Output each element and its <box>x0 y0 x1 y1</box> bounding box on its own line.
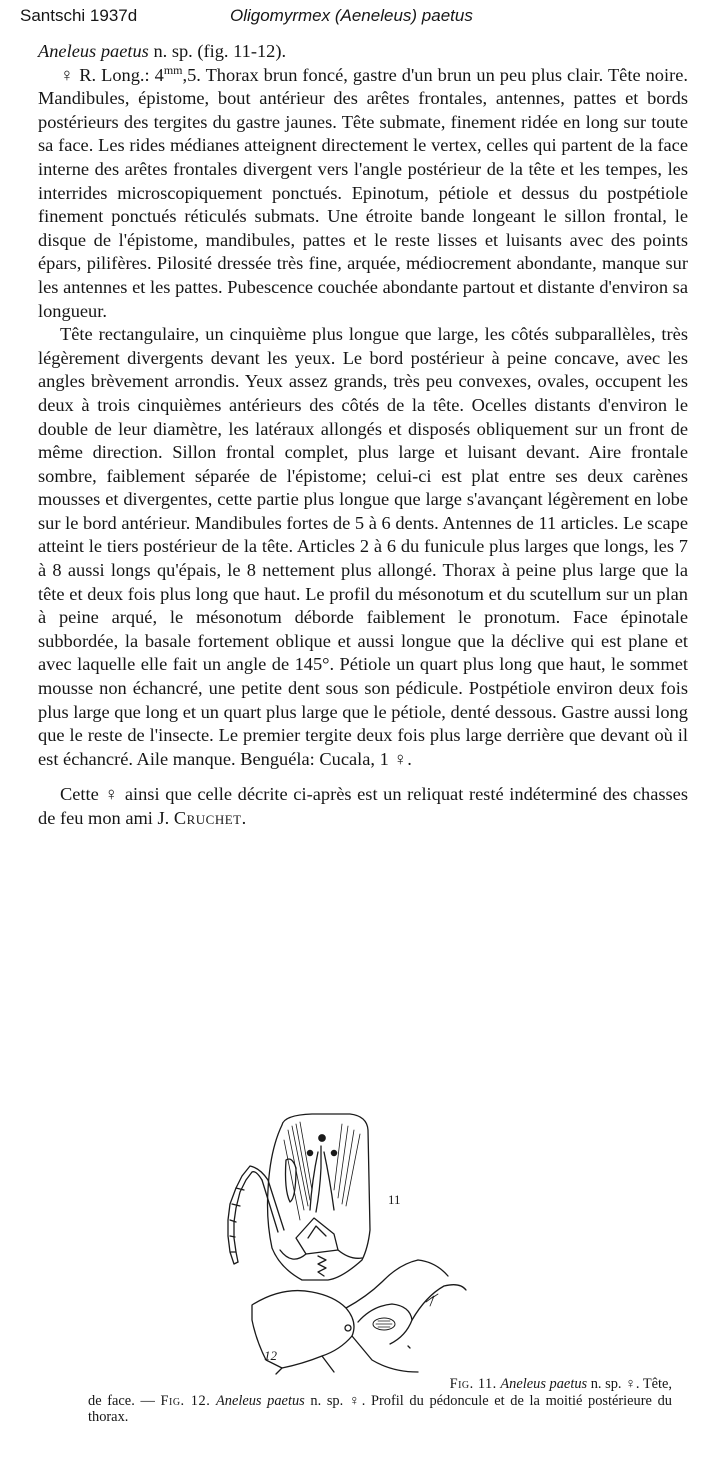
spiracle-fill <box>376 1321 392 1327</box>
postpetiole <box>412 1285 466 1320</box>
ocellus-left <box>307 1150 312 1155</box>
paragraph-note-end: . <box>241 808 247 828</box>
species-heading-rest: n. sp. (fig. 11-12). <box>148 41 287 61</box>
petiole-tooth <box>426 1294 438 1306</box>
small-mark <box>408 1346 410 1348</box>
mandible-right <box>338 1250 362 1258</box>
caption-fig11-cont: de face. — <box>88 1392 161 1409</box>
gaster-edge <box>418 1260 448 1276</box>
caption-line-2 <box>88 1393 672 1426</box>
clypeus-inner <box>308 1226 326 1238</box>
figure-label-11: 11 <box>388 1192 401 1207</box>
figure-caption <box>88 1376 672 1426</box>
collector-name: Cruchet <box>173 808 242 828</box>
antenna-funicle <box>234 1172 262 1262</box>
article-body <box>38 40 688 831</box>
paragraph-description-rest: ,5. Thorax brun foncé, gastre d'un brun un peu plus clair. Tête noire. Mandibules, épistome, bout antérieur des arêtes frontales, antennes, pattes et bords postérieurs des tergites du gastre jaunes. Tête submate, finement ridée en long sur toute sa face. Les rides médianes atteignent directement le vertex, celles qui partent de la face interne des arêtes frontales divergent vers l'angle postérieur de la tête et les tempes, les interrides microscopiquement ponctués. Epinotum, pétiole et dessus du postpétiole finement ponctués réticulés submats. Une étroite bande longeant le sillon frontal, le disque de l'épistome, mandibules, pattes et le reste lisses et luisants avec des points épars, pilifères. Pilosité dressée très fine, arquée, médiocrement abondante, manque sur les antennes et les pattes. Pubescence couchée abondante partout et distante d'environ sa longueur. <box>38 64 688 321</box>
caption-fig12-species: Aneleus paetus <box>215 1392 305 1409</box>
clypeus <box>296 1218 338 1254</box>
species-heading <box>38 40 688 64</box>
mandible-teeth <box>318 1256 326 1276</box>
figure-label-12: 12 <box>264 1348 277 1363</box>
header-title: Oligomyrmex (Aeneleus) paetus <box>230 6 473 25</box>
frontal-carina-left <box>310 1152 318 1210</box>
paragraph-description <box>38 64 688 324</box>
caption-fig12-rest: n. sp. ♀. Profil du pédoncule et de la moitié postérieure du thorax. <box>88 1392 672 1425</box>
eye <box>286 1159 297 1202</box>
caption-fig11-label: Fig. 11. <box>449 1376 497 1392</box>
ocellus-right <box>331 1150 336 1155</box>
frontal-carina-right <box>324 1152 334 1210</box>
paragraph-note <box>38 783 688 830</box>
paragraph-note-text: Cette ♀ ainsi que celle décrite ci-après est un reliquat resté indéterminé des chasses de feu mon ami J. <box>38 784 688 828</box>
caption-line-1 <box>88 1376 672 1393</box>
caption-fig11-species: Aneleus paetus <box>500 1376 588 1392</box>
stigma <box>345 1325 351 1331</box>
mandible-left <box>280 1250 306 1259</box>
epinotum-declivity <box>346 1260 418 1308</box>
caption-fig12-label: Fig. 12. <box>160 1392 211 1409</box>
caption-fig11-rest: n. sp. ♀. Tête, <box>587 1376 672 1392</box>
unit-superscript: mm <box>163 62 183 77</box>
header-author: Santschi 1937d <box>20 6 138 25</box>
ocellus-median <box>319 1135 325 1141</box>
figure-illustration <box>222 1110 482 1375</box>
antenna-scape <box>262 1180 284 1232</box>
paragraph-morphology: Tête rectangulaire, un cinquième plus longue que large, les côtés subparallèles, très légèrement divergents devant les yeux. Le bord postérieur à peine concave, avec les angles brèvement arrondis. Yeux assez grands, très peu convexes, ovales, occupent les deux à trois cinquièmes antérieurs des côtés de la tête. Ocelles distants d'environ le double de leur diamètre, les latéraux allongés et disposés obliquement sur un front de même direction. Sillon frontal complet, plus large et luisant devant. Aire frontale sombre, faiblement séparée de l'épistome; celui-ci est plat entre ses deux carènes mousses et divergentes, cette partie plus longue que large s'avançant légèrement en lobe sur le bord antérieur. Mandibules fortes de 5 à 6 dents. Antennes de 11 articles. Le scape atteint le tiers postérieur de la tête. Articles 2 à 6 du funicule plus larges que longs, les 7 à 8 aussi longs qu'épais, le 8 nettement plus allongé. Thorax à peine plus large que la tête et deux fois plus long que haut. Le profil du mésonotum et du scutellum sur un plan à peine arqué, le mésonotum déborde faiblement le pronotum. Face épinotale subbordée, la basale fortement oblique et aussi longue que la déclive qui est plane et avec laquelle elle fait un angle de 145°. Pétiole un quart plus long que haut, le sommet mousse non échancré, une petite dent sous son pédicule. Postpétiole environ deux fois plus large que long et un quart plus large que le pétiole, denté dessous. Gastre aussi long que le reste de l'insecte. Le premier tergite deux fois plus large derrière que devant où il est échancré. Aile manque. Benguéla: Cucala, 1 ♀. <box>38 324 689 769</box>
paragraph-description-start: ♀ R. Long.: 4 <box>60 64 164 85</box>
ant-drawing <box>222 1110 482 1375</box>
species-name: Aneleus paetus <box>38 41 149 61</box>
